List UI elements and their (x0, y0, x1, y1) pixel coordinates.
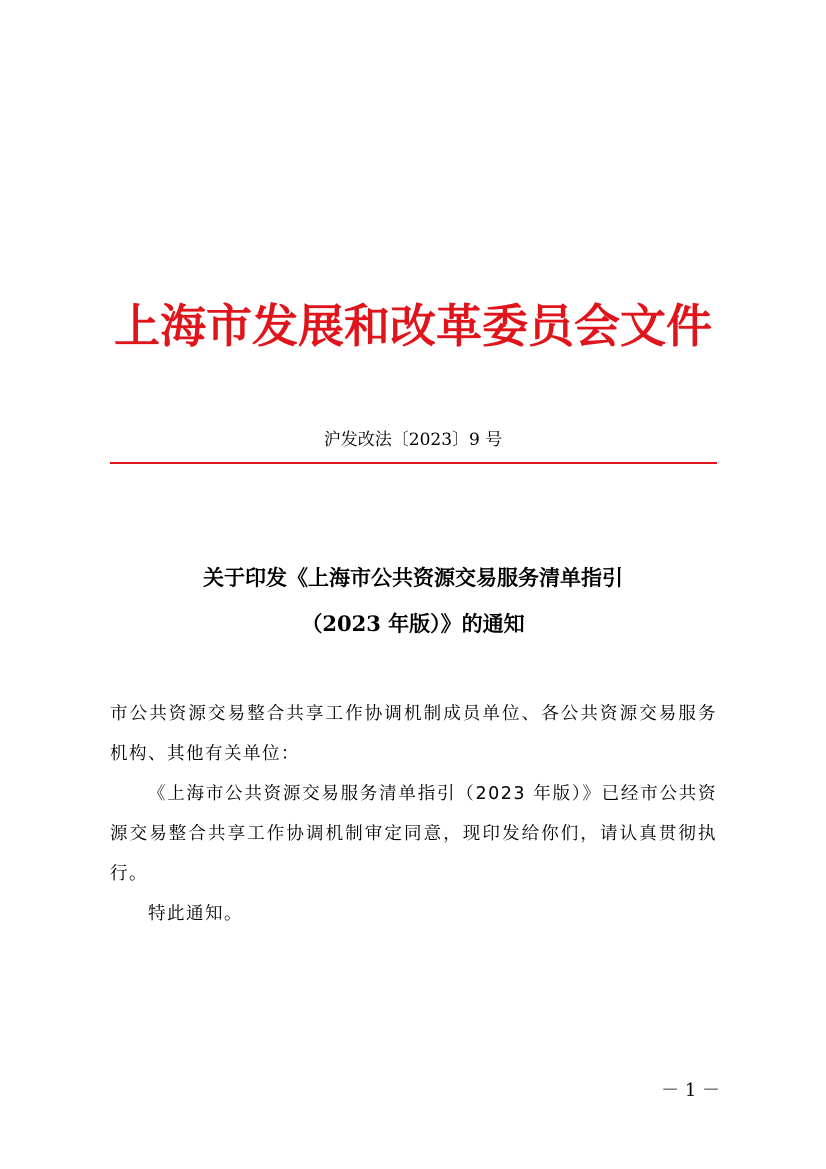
red-divider-line (110, 462, 717, 464)
notice-title-line-2: （2023 年版）》的通知 (301, 611, 525, 636)
closing-paragraph: 特此通知。 (148, 904, 243, 924)
page-number: － 1 － (661, 1080, 720, 1101)
document-number: 沪发改法〔2023〕9 号 (323, 430, 503, 450)
notice-title (0, 555, 826, 647)
recipients-line: 市公共资源交易整合共享工作协调机制成员单位、各公共资源交易服务机构、其他有关单位： (110, 704, 717, 764)
issuing-authority-header: 上海市发展和改革委员会文件 (114, 299, 712, 353)
notice-title-line-1: 关于印发《上海市公共资源交易服务清单指引 (203, 565, 623, 590)
notice-body (110, 694, 717, 934)
body-paragraph: 《上海市公共资源交易服务清单指引（2023 年版）》已经市公共资源交易整合共享工作协调机制审定同意，现印发给你们，请认真贯彻执行。 (110, 784, 717, 884)
